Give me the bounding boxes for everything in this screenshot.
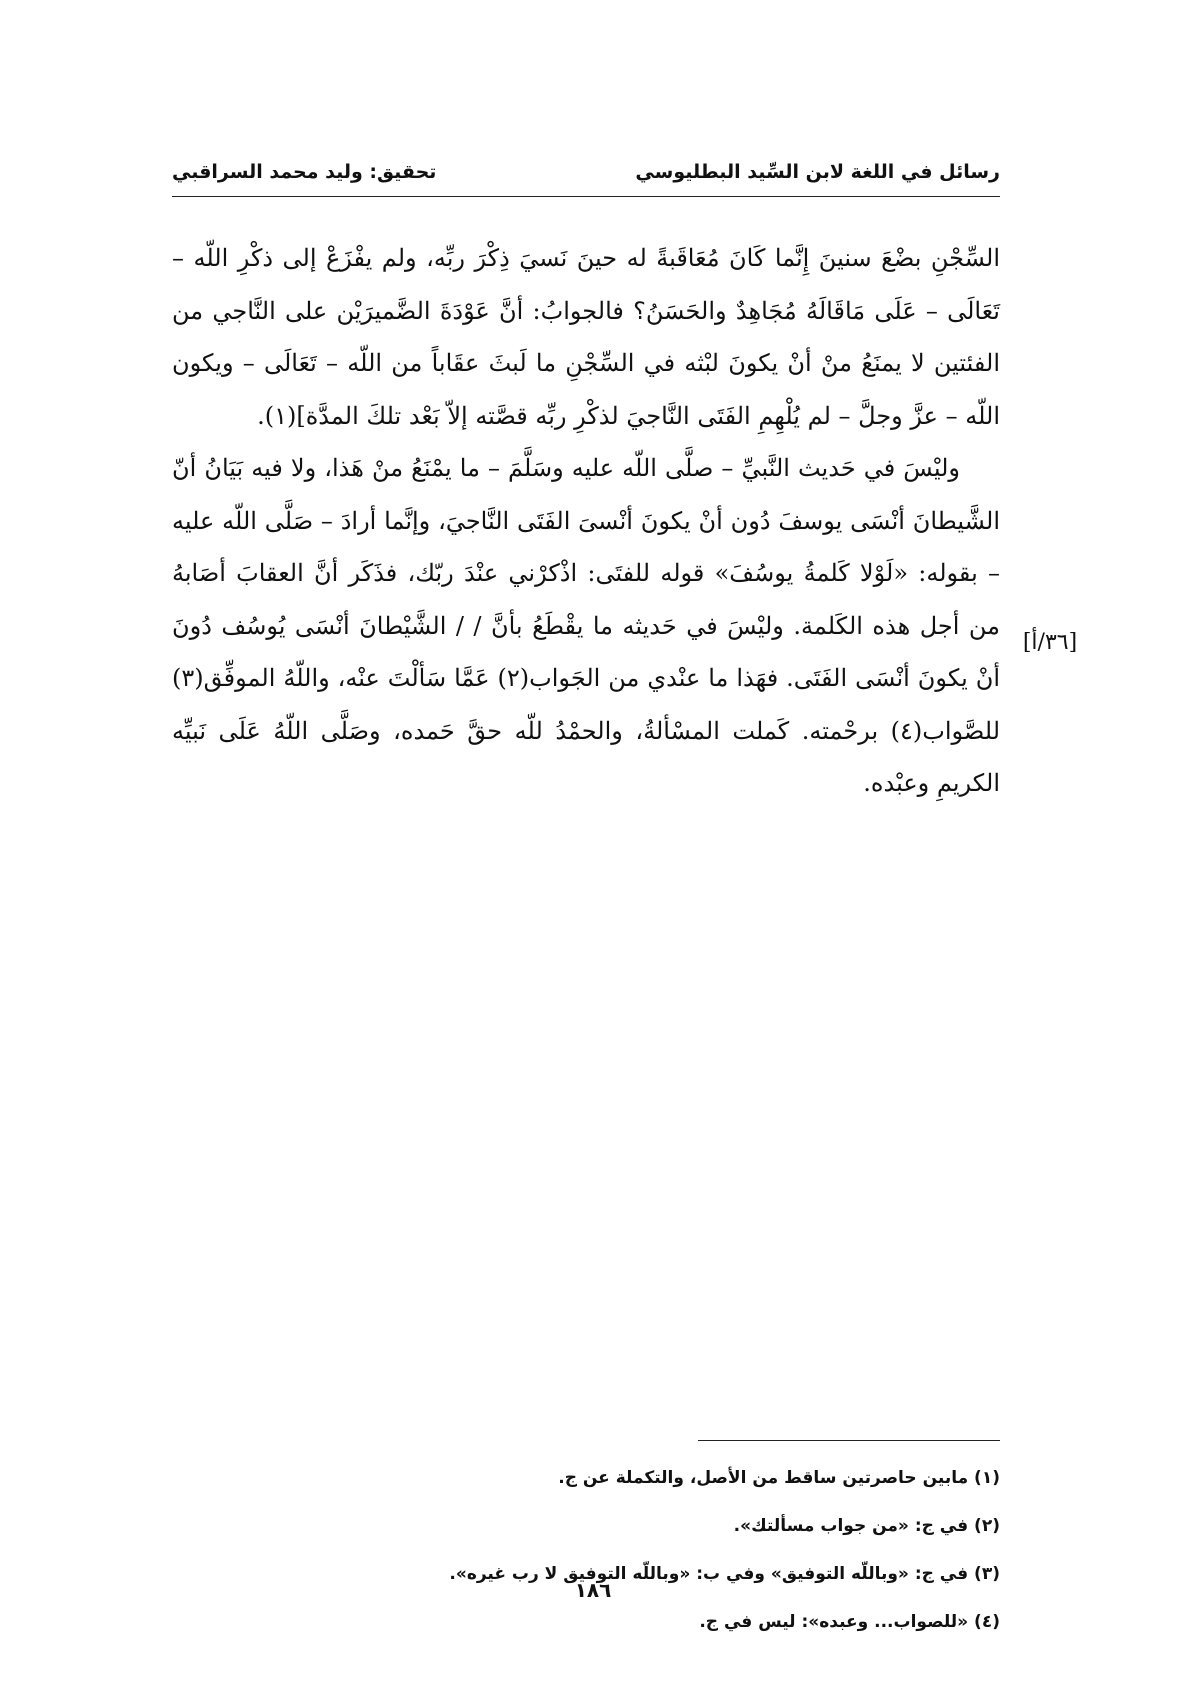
footnote-divider [698, 1440, 1000, 1441]
footnote: (٣) في ج: «وباللّه التوفيق» وفي ب: «وباللّه التوفيق لا رب غيره». [449, 1564, 1000, 1584]
paragraph: السِّجْنِ بضْعَ سنينَ إِنَّما كَانَ مُعَاقَبةً له حينَ نَسيَ ذِكْرَ ربِّه، ولم يفْزَعْ إلى ذكْرِ اللّه – تَعَالَى – عَلَى مَاقَالَهُ مُجَاهِدٌ والحَسَنُ؟ فالجوابُ: أنَّ عَوْدَةَ الضَّميرَيْن على النَّاجي من الفئتين لا يمنَعُ منْ أنْ يكونَ لبْثه في السِّجْنِ ما لَبثَ عقَاباً من اللّه – تَعَالَى – ويكون اللّه – عزَّ وجلَّ – لم يُلْهِمِ الفَتَى النَّاجيَ لذكْرِ ربِّه قصَّته إلاّ بَعْد تلكَ المدَّة](١). [172, 244, 1000, 430]
page-number: ١٨٦ [574, 1578, 612, 1602]
footnote: (٤) «للصواب... وعبده»: ليس في ج. [699, 1612, 1000, 1632]
main-text [172, 232, 1000, 810]
header-divider [172, 196, 1000, 197]
footnote: (٢) في ج: «من جواب مسألتك». [733, 1516, 1000, 1536]
footnotes [172, 1458, 1000, 1650]
paragraph: وليْسَ في حَديث النَّبيِّ – صلَّى اللّه عليه وسَلَّمَ – ما يمْنَعُ منْ هَذا، ولا فيه بَيَانُ أنّ الشَّيطانَ أنْسَى يوسفَ دُون أنْ يكونَ أنْسىَ الفَتَى النَّاجيَ، وإنَّما أرادَ – صَلَّى اللّه عليه – بقوله: «لَوْلا كَلمةُ يوسُفَ» قوله للفتَى: اذْكرْني عنْدَ ربّك، فذَكَر أنَّ العقابَ أصَابهُ من أجل هذه الكَلمة. وليْسَ في حَديثه ما يقْطَعُ بأنَّ / / الشَّيْطانَ أنْسَى يُوسُف دُونَ أنْ يكونَ أنْسَى الفَتَى. فهَذا ما عنْدي من الجَواب(٢) عَمَّا سَألْتَ عنْه، واللّهُ الموفِّق(٣) للصَّواب(٤) برحْمته. كَملت المسْألةُ، والحمْدُ للّه حقَّ حَمده، وصَلَّى اللّهُ عَلَى نَبيِّه الكريمِ وعبْده. [172, 454, 1001, 797]
header-editor: تحقيق: وليد محمد السراقبي [172, 161, 437, 183]
manuscript-folio-marker: [٣٦/أ] [1022, 630, 1078, 655]
header-book-title: رسائل في اللغة لابن السِّيد البطليوسي [635, 161, 1000, 183]
footnote: (١) مابين حاصرتين ساقط من الأصل، والتكملة عن ج. [558, 1468, 1000, 1488]
running-header [172, 152, 1000, 192]
